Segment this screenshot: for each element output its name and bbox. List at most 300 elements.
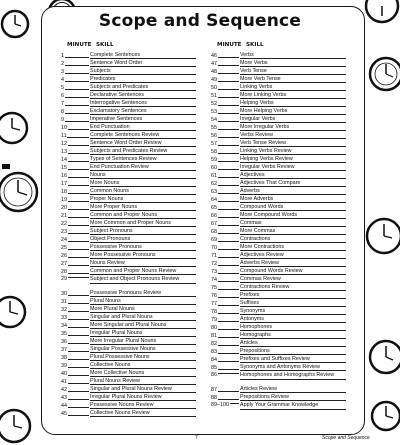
- leader-line: [68, 358, 90, 360]
- skill-row: [61, 313, 196, 321]
- skill-row: [211, 195, 346, 203]
- skill-label: More Plural Nouns: [90, 306, 196, 314]
- minute-label: 59: [211, 157, 217, 163]
- leader-line: [218, 128, 240, 130]
- leader-line: [68, 310, 90, 312]
- leader-line: [68, 302, 90, 304]
- minute-number: [211, 69, 240, 75]
- minute-label: 9: [61, 117, 64, 123]
- leader-line: [218, 104, 240, 106]
- leader-line: [68, 192, 90, 194]
- leader-line: [218, 224, 240, 226]
- leader-line: [218, 88, 240, 90]
- leader-line: [218, 248, 240, 250]
- leader-line: [218, 72, 240, 74]
- leader-line: [68, 414, 90, 416]
- minute-label: 48: [211, 69, 217, 75]
- minute-number: [61, 276, 90, 282]
- leader-line: [218, 80, 240, 82]
- skill-row: [61, 211, 196, 219]
- leader-line: [68, 256, 90, 258]
- skill-label: Common and Proper Nouns Review: [90, 268, 196, 276]
- skill-row: [61, 187, 196, 195]
- skill-label: Nouns Review: [90, 260, 196, 268]
- minute-number: [61, 77, 90, 83]
- minute-number: [61, 395, 90, 401]
- minute-number: [61, 93, 90, 99]
- minute-label: 85: [211, 365, 217, 371]
- leader-line: [68, 224, 90, 226]
- skill-label: Object Pronouns: [90, 236, 196, 244]
- skill-row: [211, 155, 346, 163]
- minute-number: [61, 117, 90, 123]
- minute-number: [61, 331, 90, 337]
- skill-label: Articles: [240, 340, 346, 348]
- skill-label: Homophones and Homographs Review: [240, 372, 346, 380]
- skill-label: Apply Your Grammar Knowledge: [240, 402, 346, 410]
- skill-label: Antonyms: [240, 316, 346, 324]
- leader-line: [68, 398, 90, 400]
- leader-line: [218, 398, 240, 400]
- minute-number: [211, 301, 240, 307]
- leader-line: [218, 272, 240, 274]
- minute-label: 22: [61, 221, 67, 227]
- minute-label: 42: [61, 387, 67, 393]
- leader-line: [218, 136, 240, 138]
- minute-label: 23: [61, 229, 67, 235]
- skill-label: More Contractions: [240, 244, 346, 252]
- minute-label: 5: [61, 85, 64, 91]
- stopwatch-icon: [0, 162, 40, 218]
- leader-line: [65, 64, 90, 66]
- minute-number: [61, 307, 90, 313]
- leader-line: [218, 304, 240, 306]
- skill-label: Common Nouns: [90, 188, 196, 196]
- minute-label: 8: [61, 109, 64, 115]
- skill-row: [61, 219, 196, 227]
- skill-row: [211, 107, 346, 115]
- minute-number: [61, 323, 90, 329]
- minute-number: [61, 69, 90, 75]
- minute-label: 58: [211, 149, 217, 155]
- skill-row: [211, 131, 346, 139]
- skill-row: [211, 171, 346, 179]
- skill-row: [61, 345, 196, 353]
- minute-number: [61, 229, 90, 235]
- minute-label: 17: [61, 181, 67, 187]
- minute-label: 57: [211, 141, 217, 147]
- skill-label: More Compound Words: [240, 212, 346, 220]
- skill-row: [61, 353, 196, 361]
- leader-line: [218, 216, 240, 218]
- section-name: Scope and Sequence: [322, 435, 370, 441]
- skill-row: [211, 331, 346, 339]
- stopwatch-icon: [364, 335, 400, 379]
- minute-number: [61, 189, 90, 195]
- minute-label: 64: [211, 197, 217, 203]
- leader-line: [218, 360, 240, 362]
- skill-label: Compound Words: [240, 204, 346, 212]
- minute-number: [61, 213, 90, 219]
- leader-line: [218, 280, 240, 282]
- skill-label: Common and Proper Nouns: [90, 212, 196, 220]
- leader-line: [68, 406, 90, 408]
- skill-row: [61, 289, 196, 297]
- skill-label: Possessive Pronouns: [90, 244, 196, 252]
- leader-line: [65, 120, 90, 122]
- minute-label: 6: [61, 93, 64, 99]
- skill-row: [61, 297, 196, 305]
- leader-line: [68, 168, 90, 170]
- minute-number: [211, 357, 240, 363]
- leader-line: [68, 366, 90, 368]
- minute-label: 12: [61, 141, 67, 147]
- minute-number: [61, 53, 90, 59]
- leader-line: [218, 344, 240, 346]
- skill-row: [211, 83, 346, 91]
- skill-label: Verb Tense Review: [240, 140, 346, 148]
- skill-label: Helping Verbs Review: [240, 156, 346, 164]
- minute-label: 79: [211, 317, 217, 323]
- minute-label: 36: [61, 339, 67, 345]
- leader-line: [68, 264, 90, 266]
- skill-row: [61, 321, 196, 329]
- leader-line: [218, 320, 240, 322]
- minute-number: [211, 85, 240, 91]
- skill-row: [61, 83, 196, 91]
- minute-number: [61, 85, 90, 91]
- skill-header: SKILL: [246, 42, 264, 48]
- skill-label: Linking Verbs: [240, 84, 346, 92]
- skills-column-left: [61, 42, 196, 417]
- minute-number: [211, 197, 240, 203]
- leader-line: [68, 342, 90, 344]
- minute-label: 77: [211, 301, 217, 307]
- skill-row: [211, 385, 346, 393]
- minute-number: [211, 149, 240, 155]
- skill-label: Plural Nouns: [90, 298, 196, 306]
- leader-line: [68, 208, 90, 210]
- minute-label: 4: [61, 77, 64, 83]
- minute-number: [211, 333, 240, 339]
- leader-line: [218, 240, 240, 242]
- minute-number: [211, 117, 240, 123]
- minute-number: [61, 197, 90, 203]
- skill-label: More Irregular Verbs: [240, 124, 346, 132]
- minute-number: [211, 53, 240, 59]
- skill-label: More Proper Nouns: [90, 204, 196, 212]
- skill-label: More Collective Nouns: [90, 370, 196, 378]
- leader-line: [218, 328, 240, 330]
- skill-row: [211, 291, 346, 299]
- skill-label: More Adverbs: [240, 196, 346, 204]
- skill-row: [211, 75, 346, 83]
- skill-row: [61, 59, 196, 67]
- clock-icon: [0, 292, 30, 332]
- skills-column-right: [211, 42, 346, 415]
- leader-line: [218, 372, 240, 374]
- minute-number: [61, 379, 90, 385]
- minute-number: [61, 181, 90, 187]
- leader-line: [218, 312, 240, 314]
- leader-line: [218, 352, 240, 354]
- minute-number: [61, 125, 90, 131]
- minute-label: 34: [61, 323, 67, 329]
- leader-line: [68, 248, 90, 250]
- minute-number: [61, 387, 90, 393]
- minute-label: 35: [61, 331, 67, 337]
- skill-label: Interrogative Sentences: [90, 100, 196, 108]
- minute-number: [211, 372, 240, 378]
- leader-line: [218, 184, 240, 186]
- minute-label: 21: [61, 213, 67, 219]
- skill-row: [61, 361, 196, 369]
- minute-number: [211, 349, 240, 355]
- skill-row: [211, 203, 346, 211]
- minute-number: [61, 253, 90, 259]
- skill-label: Adverbs: [240, 188, 346, 196]
- skill-label: Homophones: [240, 324, 346, 332]
- skill-label: Declarative Sentences: [90, 92, 196, 100]
- skill-row: [211, 347, 346, 355]
- skill-row: [211, 323, 346, 331]
- minute-number: [211, 133, 240, 139]
- minute-label: 74: [211, 277, 217, 283]
- skill-label: Verbs Review: [240, 132, 346, 140]
- leader-line: [68, 294, 90, 296]
- minute-number: [61, 291, 90, 297]
- column-header: [211, 42, 346, 51]
- minute-number: [61, 347, 90, 353]
- skill-label: Sentence Word Order Review: [90, 140, 196, 148]
- minute-label: 73: [211, 269, 217, 275]
- minute-number: [61, 101, 90, 107]
- leader-line: [68, 374, 90, 376]
- minute-label: 30: [61, 291, 67, 297]
- minute-label: 89–100: [211, 402, 229, 408]
- minute-label: 67: [211, 221, 217, 227]
- minute-number: [61, 109, 90, 115]
- skill-label: Singular Possessive Nouns: [90, 346, 196, 354]
- skill-row: [211, 115, 346, 123]
- skill-label: Complete Sentences: [90, 52, 196, 60]
- minute-number: [61, 237, 90, 243]
- minute-header: MINUTE: [217, 42, 242, 48]
- minute-number: [211, 309, 240, 315]
- skill-label: Collective Nouns Review: [90, 410, 196, 418]
- minute-label: 40: [61, 371, 67, 377]
- skill-label: Adjectives That Compare: [240, 180, 346, 188]
- leader-line: [68, 276, 90, 278]
- skill-label: Helping Verbs: [240, 100, 346, 108]
- minute-number: [211, 93, 240, 99]
- skills-list-right: [211, 51, 346, 415]
- leader-line: [68, 334, 90, 336]
- column-header: [61, 42, 196, 51]
- minute-label: 7: [61, 101, 64, 107]
- skill-label: More Irregular Plural Nouns: [90, 338, 196, 346]
- skill-label: Articles Review: [240, 386, 346, 394]
- minute-number: [61, 149, 90, 155]
- skill-label: Synonyms and Antonyms Review: [240, 364, 346, 372]
- skill-row: [61, 107, 196, 115]
- minute-label: 45: [61, 411, 67, 417]
- skill-row: [61, 259, 196, 267]
- skill-row: [211, 401, 346, 415]
- minute-label: 55: [211, 125, 217, 131]
- skill-label: More Common and Proper Nouns: [90, 220, 196, 228]
- skill-row: [61, 195, 196, 203]
- minute-label: 66: [211, 213, 217, 219]
- minute-label: 24: [61, 237, 67, 243]
- skill-row: [61, 393, 196, 401]
- leader-line: [218, 192, 240, 194]
- minute-label: 29: [61, 276, 67, 282]
- minute-label: 32: [61, 307, 67, 313]
- leader-line: [68, 390, 90, 392]
- skill-row: [61, 67, 196, 75]
- leader-line: [68, 326, 90, 328]
- skill-row: [61, 377, 196, 385]
- skill-row: [61, 147, 196, 155]
- minute-number: [211, 245, 240, 251]
- leader-line: [68, 128, 90, 130]
- minute-label: 2: [61, 61, 64, 67]
- skill-row: [61, 401, 196, 409]
- minute-number: [211, 157, 240, 163]
- minute-label: 49: [211, 77, 217, 83]
- skill-label: Subject Pronouns: [90, 228, 196, 236]
- minute-number: [61, 355, 90, 361]
- leader-line: [218, 112, 240, 114]
- minute-number: [61, 299, 90, 305]
- clock-icon: [368, 396, 400, 436]
- skill-row: [61, 131, 196, 139]
- minute-number: [61, 133, 90, 139]
- skill-label: Synonyms: [240, 308, 346, 316]
- leader-line: [218, 336, 240, 338]
- minute-number: [61, 411, 90, 417]
- leader-line: [67, 136, 89, 138]
- minute-label: 16: [61, 173, 67, 179]
- minute-number: [211, 261, 240, 267]
- leader-line: [65, 56, 90, 58]
- skill-label: Singular and Plural Nouns Review: [90, 386, 196, 394]
- skill-label: Compound Words Review: [240, 268, 346, 276]
- clock-icon: [0, 108, 32, 148]
- minute-label: 43: [61, 395, 67, 401]
- skill-row: [61, 115, 196, 123]
- leader-line: [218, 368, 240, 370]
- skill-label: Plural Possessive Nouns: [90, 354, 196, 362]
- leader-line: [65, 88, 90, 90]
- minute-number: [61, 403, 90, 409]
- skill-label: Proper Nouns: [90, 196, 196, 204]
- leader-line: [68, 152, 90, 154]
- minute-label: 69: [211, 237, 217, 243]
- leader-line: [218, 176, 240, 178]
- leader-line: [68, 350, 90, 352]
- skill-label: More Commas: [240, 228, 346, 236]
- skill-label: Predicates: [90, 76, 196, 84]
- minute-label: 13: [61, 149, 67, 155]
- minute-label: 54: [211, 117, 217, 123]
- minute-label: 28: [61, 269, 67, 275]
- skill-label: Verb Tense: [240, 68, 346, 76]
- skill-label: Subjects and Predicates: [90, 84, 196, 92]
- skill-label: Contractions Review: [240, 284, 346, 292]
- skill-row: [211, 91, 346, 99]
- minute-number: [211, 237, 240, 243]
- skill-row: [211, 163, 346, 171]
- minute-header: MINUTE: [67, 42, 92, 48]
- minute-number: [211, 141, 240, 147]
- skill-label: Linking Verbs Review: [240, 148, 346, 156]
- minute-label: 1: [61, 53, 64, 59]
- leader-line: [68, 240, 90, 242]
- skill-label: More Linking Verbs: [240, 92, 346, 100]
- skill-label: Nouns: [90, 172, 196, 180]
- skill-row: [61, 267, 196, 275]
- skill-label: Prepositions Review: [240, 394, 346, 402]
- minute-number: [61, 157, 90, 163]
- minute-label: 50: [211, 85, 217, 91]
- minute-label: 18: [61, 189, 67, 195]
- minute-number: [211, 221, 240, 227]
- minute-number: [211, 325, 240, 331]
- skill-label: Prefixes: [240, 292, 346, 300]
- skill-label: Sentence Word Order: [90, 60, 196, 68]
- minute-label: 53: [211, 109, 217, 115]
- leader-line: [65, 112, 90, 114]
- minute-label: 15: [61, 165, 67, 171]
- skill-row: [61, 51, 196, 59]
- minute-number: [61, 269, 90, 275]
- skill-row: [61, 235, 196, 243]
- skill-row: [211, 339, 346, 347]
- skill-row: [211, 371, 346, 385]
- minute-number: [211, 101, 240, 107]
- minute-number: [211, 213, 240, 219]
- minute-label: 3: [61, 69, 64, 75]
- leader-line: [68, 160, 90, 162]
- leader-line: [218, 168, 240, 170]
- minute-number: [211, 173, 240, 179]
- minute-label: 10: [61, 125, 67, 131]
- minute-label: 41: [61, 379, 67, 385]
- minute-label: 33: [61, 315, 67, 321]
- skill-label: Exclamatory Sentences: [90, 108, 196, 116]
- leader-line: [218, 64, 240, 66]
- minute-number: [61, 315, 90, 321]
- skill-label: Adjectives Review: [240, 252, 346, 260]
- skill-label: Commas: [240, 220, 346, 228]
- minute-number: [211, 293, 240, 299]
- minute-label: 63: [211, 189, 217, 195]
- leader-line: [218, 256, 240, 258]
- skill-row: [61, 409, 196, 417]
- leader-line: [230, 402, 240, 404]
- minute-label: 61: [211, 173, 217, 179]
- minute-number: [211, 109, 240, 115]
- skill-row: [211, 187, 346, 195]
- skill-label: Irregular Verbs Review: [240, 164, 346, 172]
- skill-label: End Punctuation Review: [90, 164, 196, 172]
- leader-line: [218, 232, 240, 234]
- skill-row: [61, 337, 196, 345]
- clock-icon: [362, 214, 400, 258]
- skill-row: [211, 267, 346, 275]
